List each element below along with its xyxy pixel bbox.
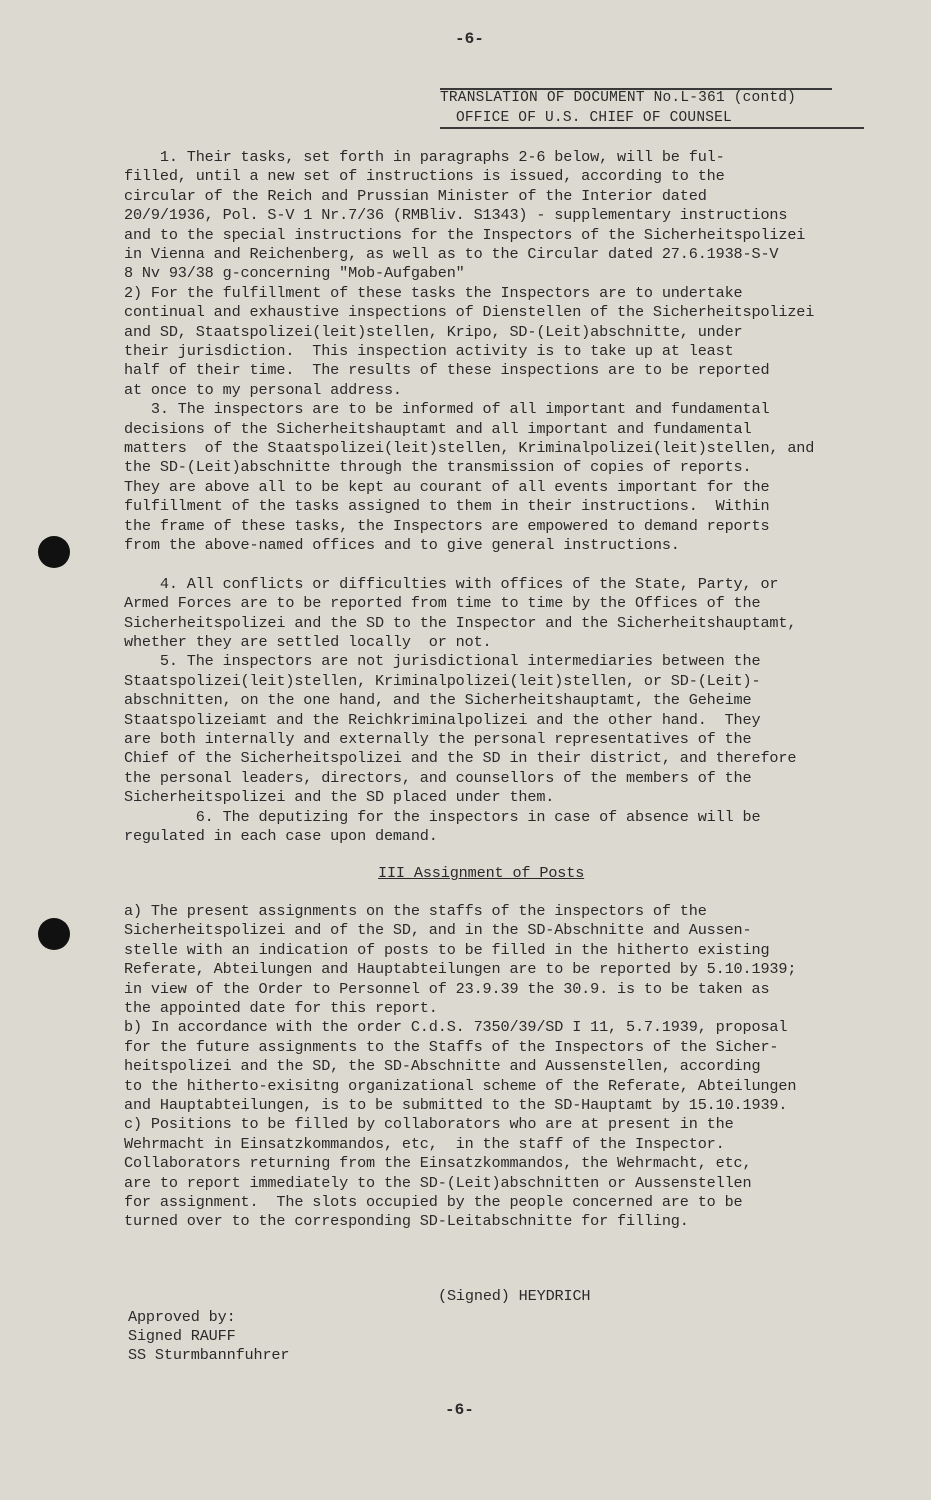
text-line: and SD, Staatspolizei(leit)stellen, Kripo, SD-(Leit)abschnitte, under bbox=[124, 322, 743, 341]
text-line: their jurisdiction. This inspection activity is to take up at least bbox=[124, 342, 734, 360]
text-line: heitspolizei and the SD, the SD-Abschnitte and Aussenstellen, according bbox=[124, 1057, 761, 1076]
text-line: 5. The inspectors are not jurisdictional intermediaries between the bbox=[124, 652, 761, 671]
text-line: for the future assignments to the Staffs of the Inspectors of the Sicher- bbox=[124, 1037, 779, 1056]
text-line: Referate, Abteilungen and Hauptabteilungen are to be reported by 5.10.1939; bbox=[124, 960, 797, 979]
text-line: 1. Their tasks, set forth in paragraphs 2-6 below, will be ful- bbox=[124, 148, 725, 166]
text-line: fulfillment of the tasks assigned to them in their instructions. Within bbox=[124, 497, 770, 516]
text-line: Sicherheitspolizei and the SD to the Inspector and the Sicherheitshauptamt, bbox=[124, 613, 797, 632]
text-line: stelle with an indication of posts to be filled in the hitherto existing bbox=[124, 940, 770, 959]
text-line: from the above-named offices and to give general instructions. bbox=[124, 536, 680, 554]
header-line-2: OFFICE OF U.S. CHIEF OF COUNSEL bbox=[456, 110, 732, 126]
text-line: Chief of the Sicherheitspolizei and the SD in their district, and therefore bbox=[124, 749, 797, 768]
text-line: Sicherheitspolizei and of the SD, and in the SD-Abschnitte and Aussen- bbox=[124, 921, 752, 940]
text-line: a) The present assignments on the staffs of the inspectors of the bbox=[124, 902, 707, 920]
page-number-top: -6- bbox=[455, 30, 484, 48]
text-line: at once to my personal address. bbox=[124, 380, 402, 399]
text-line: Sicherheitspolizei and the SD placed under them. bbox=[124, 788, 555, 807]
punch-hole-upper bbox=[38, 536, 70, 568]
text-line: 3. The inspectors are to be informed of all important and fundamental bbox=[124, 400, 770, 419]
text-line: 8 Nv 93/38 g-concerning "Mob-Aufgaben" bbox=[124, 264, 465, 283]
text-line: b) In accordance with the order C.d.S. 7350/39/SD I 11, 5.7.1939, proposal bbox=[124, 1018, 788, 1037]
text-line: 6. The deputizing for the inspectors in case of absence will be bbox=[124, 807, 761, 826]
text-line: and Hauptabteilungen, is to be submitted to the SD-Hauptamt by 15.10.1939. bbox=[124, 1096, 788, 1114]
text-line: in view of the Order to Personnel of 23.9.39 the 30.9. is to be taken as bbox=[124, 979, 770, 998]
text-line: in Vienna and Reichenberg, as well as to the Circular dated 27.6.1938-S-V bbox=[124, 245, 779, 263]
text-line: turned over to the corresponding SD-Leitabschnitte for filling. bbox=[124, 1212, 689, 1231]
text-line: circular of the Reich and Prussian Minister of the Interior dated bbox=[124, 186, 707, 205]
text-line: the personal leaders, directors, and counsellors of the members of the bbox=[124, 768, 752, 787]
text-line: They are above all to be kept au courant of all events important for the bbox=[124, 477, 770, 496]
text-line: are both internally and externally the personal representatives of the bbox=[124, 730, 752, 748]
text-line: decisions of the Sicherheitshauptamt and all important and fundamental bbox=[124, 419, 752, 438]
approval-line-3: SS Sturmbannfuhrer bbox=[128, 1346, 290, 1364]
text-line: Wehrmacht in Einsatzkommandos, etc, in the staff of the Inspector. bbox=[124, 1134, 725, 1153]
text-line: the frame of these tasks, the Inspectors are empowered to demand reports bbox=[124, 516, 770, 535]
text-line: Collaborators returning from the Einsatzkommandos, the Wehrmacht, etc, bbox=[124, 1154, 752, 1173]
signature: (Signed) HEYDRICH bbox=[438, 1287, 591, 1305]
header-rule-bottom bbox=[440, 127, 864, 129]
text-line: 4. All conflicts or difficulties with offices of the State, Party, or bbox=[124, 574, 779, 593]
text-line: the appointed date for this report. bbox=[124, 999, 438, 1017]
text-line: filled, until a new set of instructions is issued, according to the bbox=[124, 167, 725, 186]
text-line: Armed Forces are to be reported from time to time by the Offices of the bbox=[124, 594, 761, 613]
text-line: regulated in each case upon demand. bbox=[124, 827, 438, 845]
text-line: 20/9/1936, Pol. S-V 1 Nr.7/36 (RMBliv. S1343) - supplementary instructions bbox=[124, 206, 788, 225]
text-line: half of their time. The results of these inspections are to be reported bbox=[124, 361, 770, 380]
page-number-bottom: -6- bbox=[445, 1401, 474, 1419]
text-line: whether they are settled locally or not. bbox=[124, 633, 492, 651]
text-line: abschnitten, on the one hand, and the Sicherheitshauptamt, the Geheime bbox=[124, 691, 752, 710]
text-line: matters of the Staatspolizei(leit)stellen, Kriminalpolizei(leit)stellen, and bbox=[124, 439, 815, 457]
text-line: c) Positions to be filled by collaborators who are at present in the bbox=[124, 1115, 734, 1134]
approval-line-2: Signed RAUFF bbox=[128, 1327, 236, 1345]
text-line: and to the special instructions for the Inspectors of the Sicherheitspolizei bbox=[124, 225, 806, 244]
text-line: are to report immediately to the SD-(Leit)abschnitten or Aussenstellen bbox=[124, 1173, 752, 1192]
section-title: III Assignment of Posts bbox=[378, 864, 585, 882]
text-line: for assignment. The slots occupied by the people concerned are to be bbox=[124, 1193, 743, 1211]
text-line: the SD-(Leit)abschnitte through the transmission of copies of reports. bbox=[124, 458, 752, 477]
text-line: continual and exhaustive inspections of Dienstellen of the Sicherheitspolizei bbox=[124, 303, 815, 322]
text-line: Staatspolizeiamt and the Reichkriminalpolizei and the other hand. They bbox=[124, 710, 761, 729]
approval-line-1: Approved by: bbox=[128, 1308, 236, 1326]
text-line: to the hitherto-exisitng organizational scheme of the Referate, Abteilungen bbox=[124, 1076, 797, 1095]
header-line-1: TRANSLATION OF DOCUMENT No.L-361 (contd) bbox=[440, 90, 797, 106]
punch-hole-lower bbox=[38, 918, 70, 950]
text-line: 2) For the fulfillment of these tasks the Inspectors are to undertake bbox=[124, 283, 743, 302]
text-line: Staatspolizei(leit)stellen, Kriminalpolizei(leit)stellen, or SD-(Leit)- bbox=[124, 671, 761, 690]
